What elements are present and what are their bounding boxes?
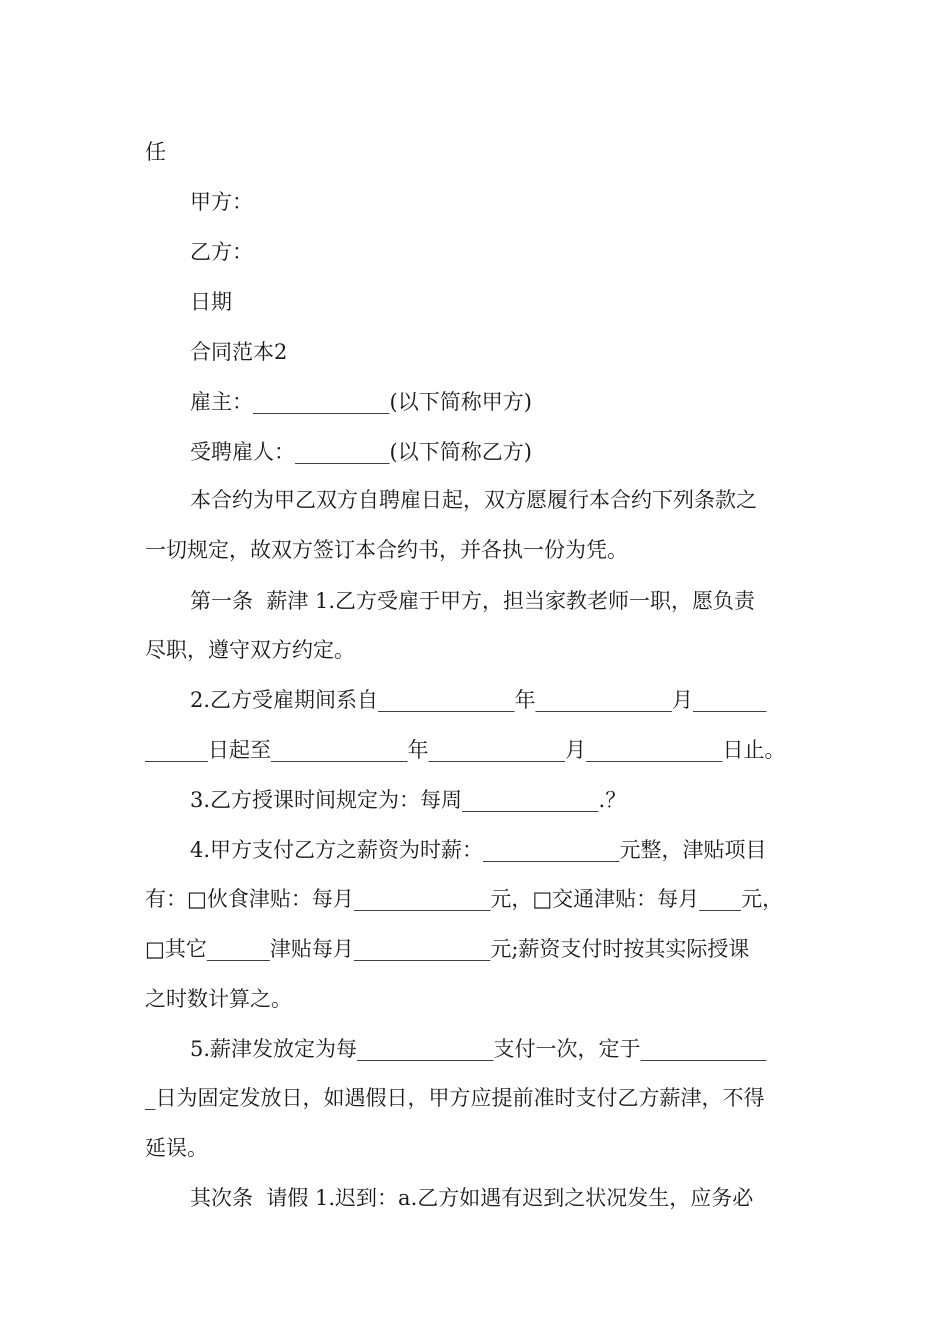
date-label: 日期 (190, 290, 232, 314)
employer-line: 雇主：_____________(以下简称甲方) (190, 390, 532, 414)
clause-heading: 其次条 请假 1.迟到：a.乙方如遇有迟到之状况发生，应务必 (190, 1186, 754, 1210)
clause-heading: 第一条 薪津 1.乙方受雇于甲方，担当家教老师一职，愿负责 (190, 589, 756, 613)
party-a-label: 甲方： (190, 190, 253, 214)
text-line: _日为固定发放日，如遇假日，甲方应提前准时支付乙方薪津，不得 (145, 1086, 765, 1110)
text-line: 2.乙方受雇期间系自_____________年_____________月_______ (190, 688, 767, 712)
text-line: 有：□伙食津贴：每月_____________元，□交通津贴：每月____元， (145, 887, 784, 911)
text-line: 一切规定，故双方签订本合约书，并各执一份为凭。 (145, 538, 628, 562)
text-line: 延误。 (145, 1136, 208, 1160)
text-line: 任 (145, 140, 166, 164)
text-line: 本合约为甲乙双方自聘雇日起，双方愿履行本合约下列条款之 (190, 488, 757, 512)
party-b-label: 乙方： (190, 240, 253, 264)
text-line: 之时数计算之。 (145, 987, 292, 1011)
text-line: 4.甲方支付乙方之薪资为时薪：_____________元整，津贴项目 (190, 838, 767, 862)
text-line: 5.薪津发放定为每_____________支付一次，定于____________ (190, 1037, 767, 1061)
text-line: 尽职，遵守双方约定。 (145, 638, 355, 662)
text-line: □其它______津贴每月_____________元;薪资支付时按其实际授课 (145, 937, 750, 961)
employee-line: 受聘雇人：_________(以下简称乙方) (190, 440, 532, 464)
text-line: 3.乙方授课时间规定为：每周_____________.？ (190, 788, 627, 812)
section-heading: 合同范本2 (190, 340, 288, 364)
text-line: ______日起至_____________年_____________月_____________日止。 (145, 738, 786, 762)
